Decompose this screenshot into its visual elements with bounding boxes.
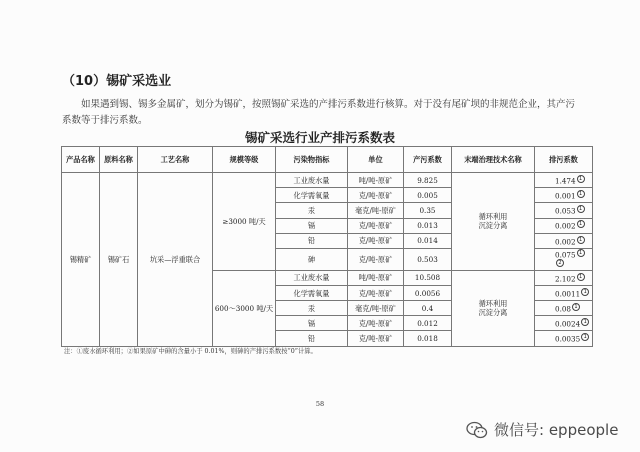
cell-pollutant: 工业废水量	[276, 270, 348, 285]
cell-produce-factor: 0.005	[404, 188, 452, 203]
cell-scale: 600～3000 吨/天	[213, 270, 276, 346]
treatment-text: 循环利用 沉淀分离	[478, 212, 508, 231]
table-note: 注：①废水循环利用；②如果原矿中砷的含量小于 0.01%，则砷的产排污系数按“0”计算。	[64, 348, 317, 355]
header-unit: 单位	[348, 147, 404, 173]
cell-unit: 克/吨-原矿	[348, 233, 404, 248]
cell-emission-factor	[535, 233, 593, 248]
footnote-marker: 1	[581, 288, 589, 296]
watermark	[466, 419, 618, 440]
emission-factor-table	[61, 146, 593, 347]
intro-paragraph: 如果遇到锡、锡多金属矿，划分为锡矿，按照锡矿采选的产排污系数进行核算。对于没有尾矿坝的非规范企业，其产污系数等于排污系数。	[62, 99, 576, 126]
emission-value: 0.002	[555, 237, 576, 247]
treatment-text: 循环利用 沉淀分离	[478, 299, 508, 318]
emission-value: 0.002	[555, 221, 576, 231]
cell-pollutant: 铅	[276, 233, 348, 248]
emission-value: 1.474	[555, 176, 576, 186]
cell-emission-factor	[535, 285, 593, 300]
footnote-marker: 1	[581, 333, 589, 341]
cell-emission-factor	[535, 248, 593, 270]
header-product: 产品名称	[62, 147, 100, 173]
footnote-marker: 1	[577, 220, 585, 228]
cell-unit: 吨/吨-原矿	[348, 270, 404, 285]
wechat-icon	[466, 421, 488, 439]
cell-product: 锡精矿	[62, 173, 100, 347]
cell-emission-factor	[535, 203, 593, 218]
cell-emission-factor	[535, 270, 593, 285]
cell-pollutant: 化学需氧量	[276, 285, 348, 300]
cell-pollutant: 汞	[276, 301, 348, 316]
header-process: 工艺名称	[138, 147, 213, 173]
cell-scale: ≥3000 吨/天	[213, 173, 276, 271]
header-scale: 规模等级	[213, 147, 276, 173]
emission-value: 0.053	[555, 206, 576, 216]
footnote-marker: 1	[577, 205, 585, 213]
cell-emission-factor	[535, 173, 593, 188]
footnote-marker: 1	[577, 273, 585, 281]
cell-produce-factor: 0.013	[404, 218, 452, 233]
cell-unit: 毫克/吨-原矿	[348, 301, 404, 316]
page-number: 58	[315, 400, 325, 408]
footnote-marker: 1	[581, 318, 589, 326]
emission-value: 0.0011	[555, 289, 581, 299]
cell-pollutant: 工业废水量	[276, 173, 348, 188]
cell-produce-factor: 9.825	[404, 173, 452, 188]
cell-process: 坑采—浮重联合	[138, 173, 213, 347]
section-heading: （10）锡矿采选业	[62, 74, 172, 89]
emission-value: 0.0035	[555, 334, 581, 344]
footnote-marker: 1	[577, 190, 585, 198]
footnote-marker: 2	[556, 259, 564, 267]
cell-unit: 吨/吨-原矿	[348, 173, 404, 188]
table-title: 锡矿采选行业产排污系数表	[244, 130, 395, 145]
header-material: 原料名称	[100, 147, 138, 173]
cell-produce-factor: 10.508	[404, 270, 452, 285]
cell-produce-factor: 0.4	[404, 301, 452, 316]
cell-produce-factor: 0.503	[404, 248, 452, 270]
cell-unit: 克/吨-原矿	[348, 316, 404, 331]
cell-produce-factor: 0.35	[404, 203, 452, 218]
cell-emission-factor	[535, 301, 593, 316]
cell-emission-factor	[535, 331, 593, 346]
cell-emission-factor	[535, 218, 593, 233]
emission-value: 0.08	[555, 304, 572, 314]
cell-unit: 克/吨-原矿	[348, 331, 404, 346]
emission-value: 0.075	[555, 250, 576, 260]
cell-produce-factor: 0.012	[404, 316, 452, 331]
cell-pollutant: 铅	[276, 331, 348, 346]
header-treatment: 末端治理技术名称	[452, 147, 535, 173]
emission-value: 0.0024	[555, 319, 581, 329]
emission-value: 0.001	[555, 191, 576, 201]
cell-treatment	[452, 173, 535, 271]
cell-emission-factor	[535, 316, 593, 331]
header-produce-factor: 产污系数	[404, 147, 452, 173]
header-emission-factor: 排污系数	[535, 147, 593, 173]
cell-pollutant: 镉	[276, 316, 348, 331]
watermark-text: 微信号: eppeople	[494, 421, 619, 439]
cell-produce-factor: 0.014	[404, 233, 452, 248]
cell-emission-factor	[535, 188, 593, 203]
cell-pollutant: 化学需氧量	[276, 188, 348, 203]
cell-unit: 克/吨-原矿	[348, 248, 404, 270]
cell-unit: 毫克/吨-原矿	[348, 203, 404, 218]
footnote-marker: 1	[577, 175, 585, 183]
table-header-row	[62, 147, 593, 173]
cell-produce-factor: 0.018	[404, 331, 452, 346]
footnote-marker: 1	[572, 303, 580, 311]
footnote-marker: 1	[577, 236, 585, 244]
cell-material: 锡矿石	[100, 173, 138, 347]
footnote-marker: 1	[577, 249, 585, 257]
cell-pollutant: 镉	[276, 218, 348, 233]
cell-unit: 克/吨-原矿	[348, 188, 404, 203]
header-pollutant: 污染物指标	[276, 147, 348, 173]
cell-unit: 克/吨-原矿	[348, 285, 404, 300]
cell-unit: 克/吨-原矿	[348, 218, 404, 233]
cell-pollutant: 砷	[276, 248, 348, 270]
cell-treatment	[452, 270, 535, 346]
cell-produce-factor: 0.0056	[404, 285, 452, 300]
table-row	[62, 173, 593, 188]
cell-pollutant: 汞	[276, 203, 348, 218]
emission-value: 2.102	[555, 274, 576, 283]
